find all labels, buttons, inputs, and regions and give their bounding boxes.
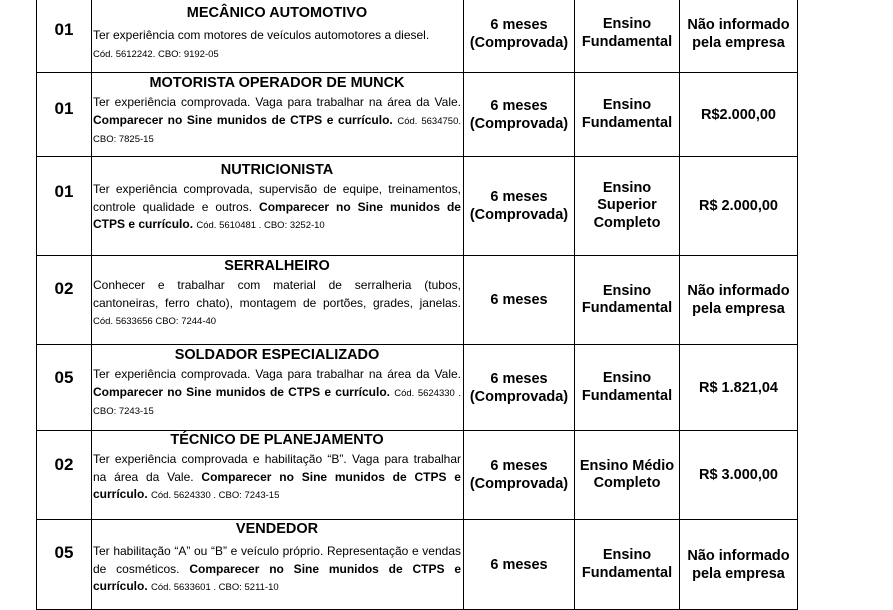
job-code: Cód. 5624330 . CBO: 7243-15 (93, 387, 461, 417)
vacancy-count (37, 345, 92, 431)
job-requirements: Ter experiência comprovada. Vaga para trabalhar na área da Vale. (93, 95, 461, 109)
job-description (93, 366, 461, 421)
vacancy-count (37, 0, 92, 73)
vacancy-count-value: 05 (54, 542, 74, 562)
vacancy-count (37, 431, 92, 520)
job-description (93, 27, 461, 63)
vacancy-count-value: 02 (54, 455, 74, 474)
table-row (37, 73, 798, 157)
job-description (93, 181, 461, 235)
salary: R$ 3.000,00 (680, 431, 798, 520)
job-description-cell (92, 0, 464, 73)
table-row (37, 157, 798, 256)
job-description-cell (92, 431, 464, 520)
table-row (37, 520, 798, 610)
job-description-cell (92, 520, 464, 610)
job-code: Cód. 5634750. CBO: 7825-15 (93, 115, 461, 145)
education: Ensino Fundamental (575, 73, 680, 157)
salary: Não informado pela empresa (680, 520, 798, 610)
job-description (93, 451, 461, 505)
table-row (37, 431, 798, 520)
job-instructions: Comparecer no Sine munidos de CTPS e currículo. (93, 469, 461, 501)
vacancy-count-value: 02 (54, 279, 74, 298)
experience: 6 meses (Comprovada) (464, 431, 575, 520)
job-description-cell (92, 157, 464, 256)
job-title: TÉCNICO DE PLANEJAMENTO (170, 432, 384, 448)
vacancy-count-value: 01 (54, 182, 74, 201)
salary: Não informado pela empresa (680, 0, 798, 73)
job-title: SERRALHEIRO (224, 258, 330, 274)
job-title: VENDEDOR (235, 521, 319, 537)
job-requirements: Ter experiência comprovada, supervisão de equipe, treinamentos, controle qualidade e outros. (93, 182, 461, 214)
salary: R$ 2.000,00 (680, 157, 798, 256)
table-row (37, 345, 798, 431)
experience: 6 meses (464, 256, 575, 345)
job-description (93, 543, 461, 597)
job-description-cell (92, 345, 464, 431)
job-code: Cód. 5624330 . CBO: 7243-15 (151, 490, 280, 501)
job-instructions: Comparecer no Sine munidos de CTPS e currículo. (93, 384, 390, 399)
job-instructions: Comparecer no Sine munidos de CTPS e currículo. (93, 561, 461, 593)
table-row (37, 256, 798, 345)
job-requirements: Ter experiência comprovada. Vaga para trabalhar na área da Vale. (93, 367, 461, 381)
vacancy-count (37, 520, 92, 610)
vacancy-count-value: 05 (54, 367, 74, 387)
job-code: Cód. 5610481 . CBO: 3252-10 (196, 220, 325, 231)
experience: 6 meses (Comprovada) (464, 157, 575, 256)
vacancy-count (37, 157, 92, 256)
experience: 6 meses (Comprovada) (464, 73, 575, 157)
experience: 6 meses (464, 520, 575, 610)
education: Ensino Fundamental (575, 0, 680, 73)
job-description (93, 277, 461, 331)
job-vacancies-table (36, 0, 798, 610)
job-title: MECÂNICO AUTOMOTIVO (186, 5, 368, 21)
education: Ensino Fundamental (575, 256, 680, 345)
job-code: Cód. 5633601 . CBO: 5211-10 (151, 582, 279, 593)
salary: R$2.000,00 (680, 73, 798, 157)
job-title: SOLDADOR ESPECIALIZADO (174, 347, 380, 363)
job-description-cell (92, 73, 464, 157)
education: Ensino Médio Completo (575, 431, 680, 520)
education: Ensino Superior Completo (575, 157, 680, 256)
job-requirements: Ter habilitação “A” ou “B” e veículo próprio. Representação e vendas de cosméticos. (93, 544, 461, 576)
job-code: Cód. 5633656 CBO: 7244-40 (93, 316, 217, 327)
job-requirements: Ter experiência com motores de veículos automotores a diesel. (93, 28, 430, 42)
table-row (37, 0, 798, 73)
education: Ensino Fundamental (575, 520, 680, 610)
job-instructions: Comparecer no Sine munidos de CTPS e currículo. (93, 199, 461, 231)
experience: 6 meses (Comprovada) (464, 0, 575, 73)
vacancy-count-value: 01 (54, 98, 74, 118)
job-description (93, 94, 461, 149)
job-title: NUTRICIONISTA (220, 162, 334, 178)
salary: R$ 1.821,04 (680, 345, 798, 431)
vacancy-count (37, 256, 92, 345)
experience: 6 meses (Comprovada) (464, 345, 575, 431)
job-description-cell (92, 256, 464, 345)
salary: Não informado pela empresa (680, 256, 798, 345)
job-requirements: Ter experiência comprovada e habilitação “B”. Vaga para trabalhar na área da Vale. (93, 452, 461, 484)
vacancy-count (37, 73, 92, 157)
education: Ensino Fundamental (575, 345, 680, 431)
vacancy-count-value: 01 (54, 19, 74, 39)
job-code: Cód. 5612242. CBO: 9192-05 (93, 48, 219, 60)
job-title: MOTORISTA OPERADOR DE MUNCK (149, 75, 405, 91)
job-instructions: Comparecer no Sine munidos de CTPS e currículo. (93, 112, 393, 127)
job-requirements: Conhecer e trabalhar com material de serralheria (tubos, cantoneiras, ferro chato), montagem de portões, grades, janelas. (93, 278, 461, 310)
